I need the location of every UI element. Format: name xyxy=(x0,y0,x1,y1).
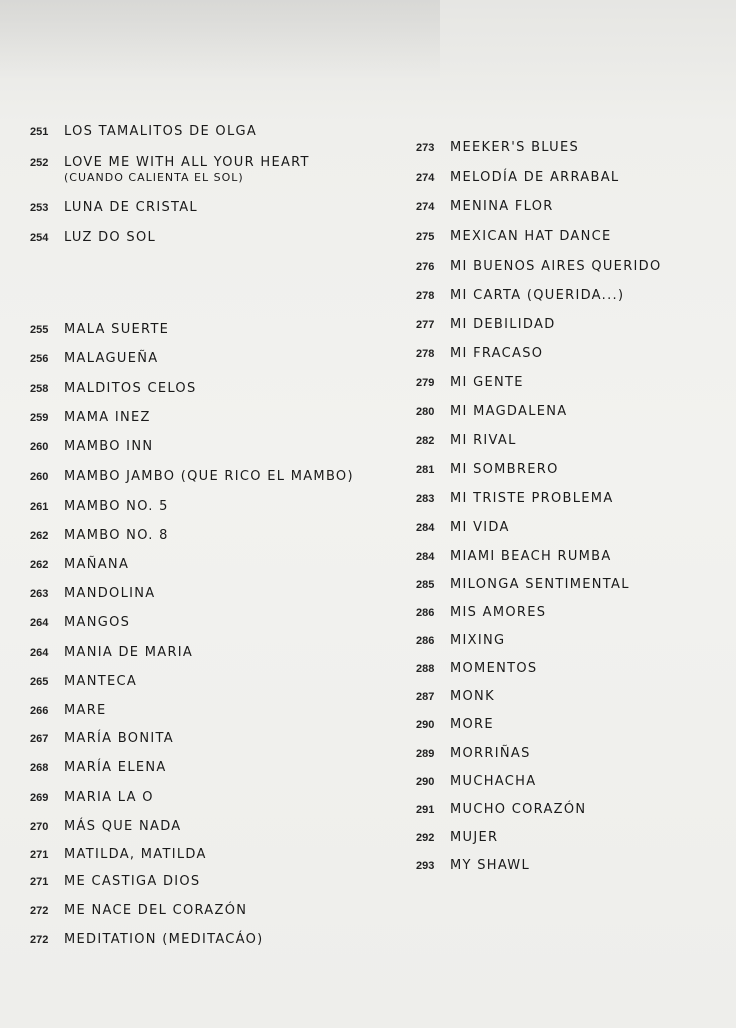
song-title: MATILDA, MATILDA xyxy=(64,847,207,862)
song-title: MI SOMBRERO xyxy=(450,462,559,477)
song-title: MALAGUEÑA xyxy=(64,351,159,366)
song-title: MIS AMORES xyxy=(450,605,547,620)
song-title: MANTECA xyxy=(64,674,138,689)
song-title: MARÍA BONITA xyxy=(64,731,174,746)
song-title: MAMBO NO. 8 xyxy=(64,528,169,543)
song-title: MOMENTOS xyxy=(450,661,538,676)
page-number: 262 xyxy=(30,530,49,542)
song-title: MANIA DE MARIA xyxy=(64,645,194,660)
song-title: MAÑANA xyxy=(64,557,130,572)
song-subtitle: (CUANDO CALIENTA EL SOL) xyxy=(64,171,244,184)
page-number: 291 xyxy=(416,804,435,816)
page-number: 278 xyxy=(416,290,435,302)
page-number: 288 xyxy=(416,663,435,675)
page-number: 266 xyxy=(30,705,49,717)
page-number: 256 xyxy=(30,353,49,365)
song-title: MY SHAWL xyxy=(450,858,530,873)
page-number: 287 xyxy=(416,691,435,703)
song-title: MAMBO JAMBO (QUE RICO EL MAMBO) xyxy=(64,469,354,484)
song-title: MI VIDA xyxy=(450,520,510,535)
page-number: 271 xyxy=(30,849,49,861)
page-number: 255 xyxy=(30,324,49,336)
song-title: MALDITOS CELOS xyxy=(64,381,197,396)
song-title: MENINA FLOR xyxy=(450,199,554,214)
page-number: 280 xyxy=(416,406,435,418)
page-number: 278 xyxy=(416,348,435,360)
page-number: 258 xyxy=(30,383,49,395)
page-number: 260 xyxy=(30,441,49,453)
page-number: 253 xyxy=(30,202,49,214)
song-title: MI CARTA (QUERIDA...) xyxy=(450,288,625,303)
page-number: 290 xyxy=(416,719,435,731)
song-title: MUCHO CORAZÓN xyxy=(450,802,587,817)
page-number: 290 xyxy=(416,776,435,788)
page-number: 252 xyxy=(30,157,49,169)
song-title: MORRIÑAS xyxy=(450,746,531,761)
page-number: 272 xyxy=(30,905,49,917)
song-title: MAMBO NO. 5 xyxy=(64,499,169,514)
song-title: MIXING xyxy=(450,633,506,648)
song-title: MIAMI BEACH RUMBA xyxy=(450,549,612,564)
page-number: 274 xyxy=(416,201,435,213)
page-number: 275 xyxy=(416,231,435,243)
song-title: ME NACE DEL CORAZÓN xyxy=(64,903,248,918)
song-title: LUZ DO SOL xyxy=(64,230,157,245)
song-title: MANGOS xyxy=(64,615,131,630)
song-title: LOS TAMALITOS DE OLGA xyxy=(64,124,258,139)
page-number: 265 xyxy=(30,676,49,688)
song-title: MI TRISTE PROBLEMA xyxy=(450,491,614,506)
song-title: MEEKER'S BLUES xyxy=(450,140,580,155)
song-title: MI BUENOS AIRES QUERIDO xyxy=(450,259,662,274)
page-number: 277 xyxy=(416,319,435,331)
page-number: 262 xyxy=(30,559,49,571)
page-number: 289 xyxy=(416,748,435,760)
song-title: MONK xyxy=(450,689,495,704)
page-number: 279 xyxy=(416,377,435,389)
page-number: 292 xyxy=(416,832,435,844)
page-number: 251 xyxy=(30,126,49,138)
song-title: MALA SUERTE xyxy=(64,322,170,337)
page-number: 274 xyxy=(416,172,435,184)
page-number: 270 xyxy=(30,821,49,833)
page-number: 268 xyxy=(30,762,49,774)
page-number: 286 xyxy=(416,607,435,619)
page-number: 286 xyxy=(416,635,435,647)
song-title: MI GENTE xyxy=(450,375,524,390)
page-number: 293 xyxy=(416,860,435,872)
page-number: 284 xyxy=(416,522,435,534)
song-title: MI DEBILIDAD xyxy=(450,317,556,332)
song-title: MAMA INEZ xyxy=(64,410,151,425)
page-number: 264 xyxy=(30,617,49,629)
page-number: 284 xyxy=(416,551,435,563)
song-title: MARE xyxy=(64,703,107,718)
song-title: MEDITATION (MEDITACÁO) xyxy=(64,932,264,947)
song-title: MELODÍA DE ARRABAL xyxy=(450,170,620,185)
page-number: 259 xyxy=(30,412,49,424)
page-number: 272 xyxy=(30,934,49,946)
page-number: 263 xyxy=(30,588,49,600)
page-number: 283 xyxy=(416,493,435,505)
song-title: MILONGA SENTIMENTAL xyxy=(450,577,630,592)
page-number: 264 xyxy=(30,647,49,659)
song-title: ME CASTIGA DIOS xyxy=(64,874,201,889)
page-number: 281 xyxy=(416,464,435,476)
song-title: MI RIVAL xyxy=(450,433,517,448)
song-title: MUJER xyxy=(450,830,499,845)
song-title: MI MAGDALENA xyxy=(450,404,568,419)
song-title: MARIA LA O xyxy=(64,790,154,805)
song-title: MARÍA ELENA xyxy=(64,760,167,775)
page-number: 267 xyxy=(30,733,49,745)
song-title: LUNA DE CRISTAL xyxy=(64,200,198,215)
page-number: 260 xyxy=(30,471,49,483)
page-number: 276 xyxy=(416,261,435,273)
page-number: 271 xyxy=(30,876,49,888)
page-number: 254 xyxy=(30,232,49,244)
song-title: MORE xyxy=(450,717,494,732)
song-title: MAMBO INN xyxy=(64,439,154,454)
song-title: MANDOLINA xyxy=(64,586,156,601)
page-number: 269 xyxy=(30,792,49,804)
page-number: 261 xyxy=(30,501,49,513)
page-number: 282 xyxy=(416,435,435,447)
index-entry xyxy=(416,858,736,894)
song-title: MI FRACASO xyxy=(450,346,544,361)
page-number: 273 xyxy=(416,142,435,154)
song-title: MÁS QUE NADA xyxy=(64,819,182,834)
song-title: MUCHACHA xyxy=(450,774,537,789)
song-title: LOVE ME WITH ALL YOUR HEART xyxy=(64,155,310,170)
page-number: 285 xyxy=(416,579,435,591)
song-title: MEXICAN HAT DANCE xyxy=(450,229,612,244)
